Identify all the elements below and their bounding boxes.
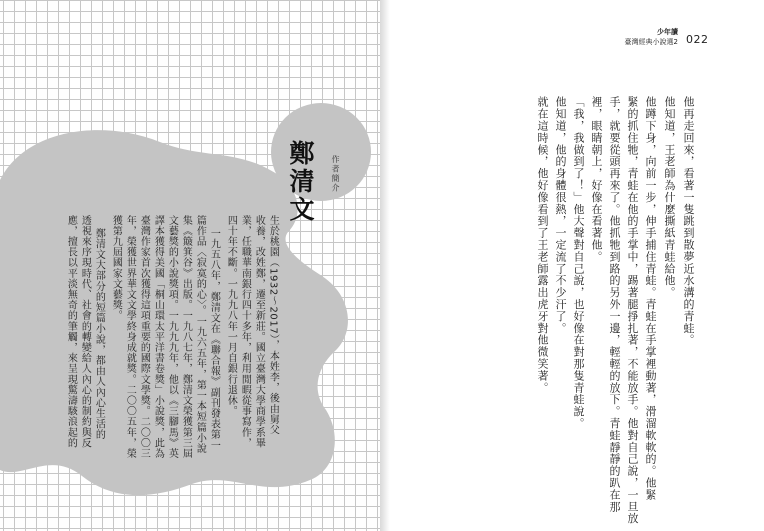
story-paragraph: 他知道，王老師為什麼撕紙青蛙給他。 — [663, 96, 676, 299]
series-title: 少年讀 — [657, 28, 678, 36]
bio-column: 臺灣作家首次獲得這項重要的國際文學獎。二〇〇三 — [138, 215, 150, 459]
bio-column: 篇作品〈寂寞的心〉。一九六五年，第一本短篇小說 — [194, 215, 206, 454]
bio-column: 應，擅長以平淡無奇的筆觸，來呈現驚濤駭浪起的 — [65, 215, 77, 449]
book-gutter — [380, 0, 390, 531]
bio-column: 業，任職華南銀行四十多年，利用閒暇從事寫作， — [239, 215, 251, 449]
story-paragraph: 裡，眼睛朝上，好像在看著他。 — [590, 96, 603, 263]
left-page-grid — [0, 0, 380, 531]
bio-column: 透視來序現時代、社會的轉變給人內心的制約與反 — [79, 215, 91, 449]
bio-column: 一九五八年，鄭清文在《聯合報》副刊發表第一 — [208, 228, 220, 451]
volume-title: 臺灣經典小說選2 — [624, 38, 678, 46]
story-paragraph: 他知道，他的身體很熱，一定流了不少汗了。 — [554, 96, 567, 334]
bio-column: 四十年不斷。一九九八年一月自銀行退休。 — [225, 215, 237, 417]
page-number: 022 — [686, 33, 709, 46]
bio-column: 獲第九屆國家文藝獎。 — [110, 215, 122, 321]
story-paragraph: 手，就要從頭再來了。他抓牠到路的另外一邊，輕輕的放下。青蛙靜靜的趴在那 — [608, 96, 621, 513]
story-paragraph: 就在這時候，他好像看到了王老師露出虎牙對他微笑著。 — [536, 96, 549, 394]
bio-section-label: 作者簡介 — [331, 155, 340, 193]
bio-column: 年，榮獲世界華文文學終身成就獎。二〇〇五年，榮 — [124, 215, 136, 459]
bio-column: 集《簸箕谷》出版。一九八七年，鄭清文榮獲第三屆 — [180, 215, 192, 459]
bio-column: 鄭清文大部分的短篇小說，都由人內心生活的 — [93, 228, 105, 440]
author-name: 鄭清文 — [286, 140, 315, 224]
bio-column: 文藝獎的小說獎項。一九九九年，他以《三腳馬》英 — [166, 215, 178, 459]
story-paragraph: 「我，我做到了！」他大聲對自己說，也好像在對那隻青蛙說。 — [572, 96, 585, 430]
story-paragraph: 他蹲下身，向前一步，伸手捕住青蛙。青蛙在手掌裡動著，滑溜軟軟的。他緊 — [644, 96, 657, 501]
running-header — [625, 27, 678, 47]
bio-column: 生於桃園（1932～2017），本姓李，後由舅父 — [267, 215, 279, 436]
bio-column: 譯本獲得美國「桐山環太平洋書卷獎」小說獎，此為 — [152, 215, 164, 459]
story-paragraph: 他再走回來，看著一隻跳到散夢近水溝的青蛙。 — [682, 96, 695, 346]
bio-column: 收養，改姓鄭，遷至新莊。國立臺灣大學商學系畢 — [253, 215, 265, 449]
story-paragraph: 緊的抓住牠，青蛙在他的手掌中，踢著腿掙扎著，不能放手。他對自己說，一旦放 — [626, 96, 639, 525]
